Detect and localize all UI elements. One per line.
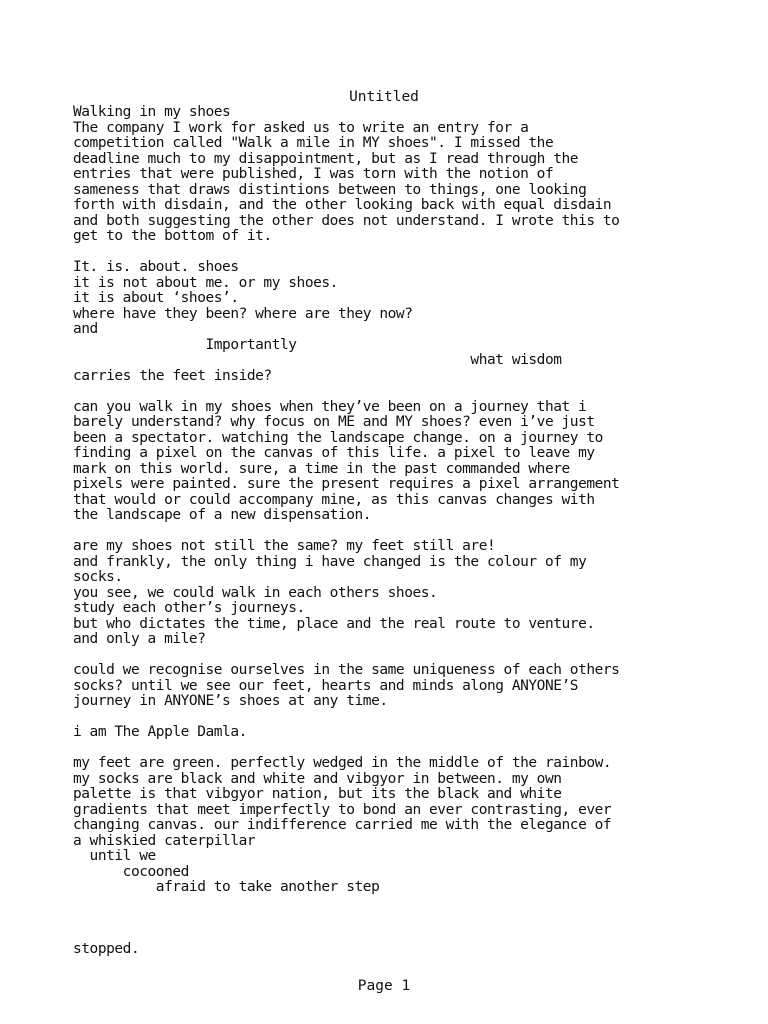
text-line: socks? until we see our feet, hearts and minds along ANYONE’S <box>73 677 579 694</box>
text-line: i am The Apple Damla. <box>73 724 247 740</box>
text-line: stopped. <box>73 941 140 957</box>
text-line: palette is that vibgyor nation, but its the black and white <box>73 786 562 802</box>
text-line: entries that were published, I was torn with the notion of <box>73 166 554 182</box>
text-line: it is about ‘shoes’. <box>73 290 239 306</box>
text-line: study each other’s journeys. <box>73 600 305 616</box>
text-line: where have they been? where are they now? <box>73 305 413 322</box>
text-line: forth with disdain, and the other looking back with equal disdain <box>73 197 612 213</box>
document-body <box>73 105 753 958</box>
text-line: socks. <box>73 569 123 585</box>
text-line: could we recognise ourselves in the same uniqueness of each others <box>73 662 620 678</box>
text-line: the landscape of a new dispensation. <box>73 507 372 523</box>
text-line: pixels were painted. sure the present requires a pixel arrangement <box>73 476 620 492</box>
text-line: are my shoes not still the same? my feet still are! <box>73 538 496 554</box>
text-line: that would or could accompany mine, as this canvas changes with <box>73 491 595 508</box>
text-line: deadline much to my disappointment, but as I read through the <box>73 150 579 167</box>
text-line: my socks are black and white and vibgyor in between. my own <box>73 770 562 787</box>
text-line: carries the feet inside? <box>73 367 272 384</box>
text-line: my feet are green. perfectly wedged in the middle of the rainbow. <box>73 755 612 771</box>
text-line: mark on this world. sure, a time in the past commanded where <box>73 460 570 477</box>
text-line <box>73 911 753 927</box>
text-line: cocooned <box>73 863 189 880</box>
text-line <box>73 524 753 540</box>
text-line <box>73 245 753 261</box>
text-line: can you walk in my shoes when they’ve been on a journey that i <box>73 398 587 415</box>
text-line <box>73 927 753 943</box>
text-line: you see, we could walk in each others shoes. <box>73 584 438 601</box>
text-line: The company I work for asked us to write an entry for a <box>73 119 529 136</box>
text-line: sameness that draws distintions between to things, one looking <box>73 181 587 198</box>
text-line: Importantly <box>73 336 297 353</box>
text-line: and <box>73 321 98 337</box>
text-line: it is not about me. or my shoes. <box>73 274 338 291</box>
text-line: get to the bottom of it. <box>73 228 272 244</box>
text-line <box>73 741 753 757</box>
text-line: and frankly, the only thing i have changed is the colour of my <box>73 553 587 570</box>
text-line: a whiskied caterpillar <box>73 832 256 849</box>
text-line: and both suggesting the other does not understand. I wrote this to <box>73 212 620 229</box>
text-line: changing canvas. our indifference carried me with the elegance of <box>73 817 612 833</box>
text-line: afraid to take another step <box>73 879 380 895</box>
text-line: gradients that meet imperfectly to bond an ever contrasting, ever <box>73 801 612 818</box>
text-line: been a spectator. watching the landscape change. on a journey to <box>73 429 603 446</box>
text-line: but who dictates the time, place and the real route to venture. <box>73 615 595 632</box>
text-line: and only a mile? <box>73 631 206 647</box>
text-line <box>73 896 753 912</box>
text-line: finding a pixel on the canvas of this life. a pixel to leave my <box>73 445 595 461</box>
page-title: Untitled <box>349 89 419 105</box>
text-line: until we <box>73 848 156 864</box>
page-number: Page 1 <box>357 978 411 994</box>
text-line: barely understand? why focus on ME and MY shoes? even i’ve just <box>73 414 595 430</box>
text-line: Walking in my shoes <box>73 104 231 120</box>
text-line <box>73 648 753 664</box>
text-line: journey in ANYONE’s shoes at any time. <box>73 693 388 709</box>
text-line: It. is. about. shoes <box>73 259 239 275</box>
text-line: competition called "Walk a mile in MY shoes". I missed the <box>73 135 554 151</box>
text-line <box>73 384 753 400</box>
text-line <box>73 710 753 726</box>
text-line: what wisdom <box>73 352 562 368</box>
